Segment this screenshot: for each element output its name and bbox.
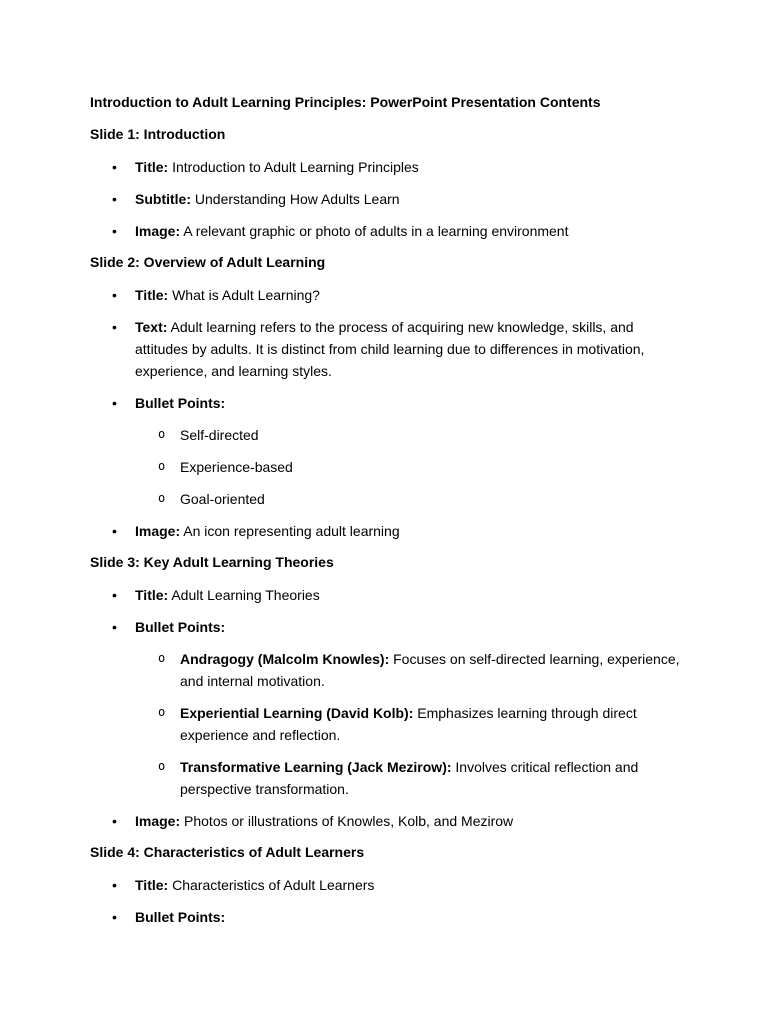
item-text: Characteristics of Adult Learners (168, 877, 375, 893)
list-item (90, 584, 690, 606)
sub-list-item (135, 648, 690, 692)
slide-section-3 (90, 552, 690, 832)
sub-item-text: Experience-based (180, 459, 293, 475)
list-item (90, 810, 690, 832)
list-item (90, 392, 690, 510)
list-item (90, 220, 690, 242)
bullet-list (90, 156, 690, 242)
item-label: Image: (135, 813, 181, 829)
bullet-list (90, 874, 690, 928)
item-label: Title: (135, 159, 169, 175)
document-body (90, 92, 690, 938)
list-item (90, 874, 690, 896)
item-text: Understanding How Adults Learn (191, 191, 400, 207)
list-item (90, 616, 690, 800)
sub-item-label: Transformative Learning (Jack Mezirow): (180, 759, 452, 775)
list-item (90, 284, 690, 306)
slide-section-4 (90, 842, 690, 928)
item-label: Title: (135, 287, 169, 303)
item-text: What is Adult Learning? (168, 287, 320, 303)
sub-list-item (135, 424, 690, 446)
item-text: Photos or illustrations of Knowles, Kolb, and Mezirow (180, 813, 514, 829)
item-label: Title: (135, 587, 169, 603)
slide-section-2 (90, 252, 690, 542)
sub-item-text: Emphasizes learning through direct experience and reflection. (180, 705, 637, 743)
sub-list-item (135, 756, 690, 800)
item-text: Adult learning refers to the process of acquiring new knowledge, skills, and attitudes by adults. It is distinct from child learning due to differences in motivation, experience, and learning styles. (135, 319, 645, 379)
item-label: Image: (135, 523, 181, 539)
slide-heading: Slide 1: Introduction (90, 126, 226, 142)
item-label: Bullet Points: (135, 395, 226, 411)
sub-item-text: Involves critical reflection and perspective transformation. (180, 759, 639, 797)
list-item (90, 520, 690, 542)
item-text: An icon representing adult learning (180, 523, 400, 539)
item-label: Bullet Points: (135, 619, 226, 635)
sub-item-text: Goal-oriented (180, 491, 265, 507)
slide-section-1 (90, 124, 690, 242)
item-text: Adult Learning Theories (168, 587, 320, 603)
list-item (90, 156, 690, 178)
sub-item-label: Andragogy (Malcolm Knowles): (180, 651, 390, 667)
slide-heading: Slide 2: Overview of Adult Learning (90, 254, 326, 270)
item-label: Title: (135, 877, 169, 893)
sub-list-item (135, 456, 690, 478)
item-label: Subtitle: (135, 191, 191, 207)
item-text: A relevant graphic or photo of adults in a learning environment (180, 223, 569, 239)
list-item (90, 188, 690, 210)
sub-item-label: Experiential Learning (David Kolb): (180, 705, 414, 721)
sub-bullet-list (135, 648, 690, 800)
bullet-list (90, 284, 690, 542)
item-label: Text: (135, 319, 168, 335)
sub-bullet-list (135, 424, 690, 510)
slide-heading: Slide 3: Key Adult Learning Theories (90, 554, 334, 570)
item-label: Bullet Points: (135, 909, 226, 925)
list-item (90, 906, 690, 928)
item-text: Introduction to Adult Learning Principles (168, 159, 419, 175)
sub-item-text: Self-directed (180, 427, 259, 443)
document-title: Introduction to Adult Learning Principles: PowerPoint Presentation Contents (90, 94, 601, 110)
item-label: Image: (135, 223, 181, 239)
slide-heading: Slide 4: Characteristics of Adult Learners (90, 844, 365, 860)
list-item (90, 316, 690, 382)
bullet-list (90, 584, 690, 832)
sub-list-item (135, 488, 690, 510)
sub-item-text: Focuses on self-directed learning, experience, and internal motivation. (180, 651, 680, 689)
sub-list-item (135, 702, 690, 746)
